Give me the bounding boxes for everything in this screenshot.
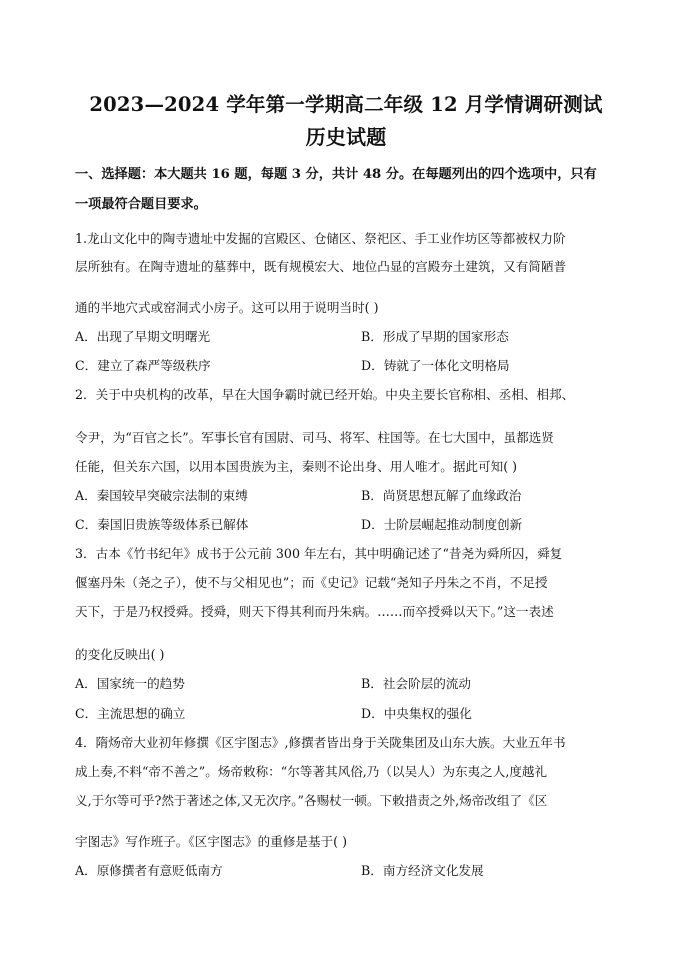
section-instructions-line-1: 一、选择题：本大题共 16 题，每题 3 分，共计 48 分。在每题列出的四个选项中，只有 — [75, 167, 597, 182]
question-3-line-1: 3．古本《竹书纪年》成书于公元前 300 年左右，其中明确记述了“昔尧为舜所囚，舜复 — [75, 546, 563, 561]
question-2-option-c[interactable]: C．秦国旧贵族等级体系已解体 — [75, 517, 249, 532]
question-2-option-b[interactable]: B．尚贤思想瓦解了血缘政治 — [361, 488, 522, 503]
question-3-line-4: 的变化反映出( ) — [75, 647, 165, 662]
question-1-line-3: 通的半地穴式或窑洞式小房子。这可以用于说明当时( ) — [75, 300, 379, 315]
question-3-option-b[interactable]: B．社会阶层的流动 — [361, 676, 472, 691]
question-4-line-4: 宇图志》写作班子。《区宇图志》的重修是基于( ) — [75, 834, 347, 849]
exam-subtitle: 历史试题 — [305, 125, 387, 149]
question-4-option-a[interactable]: A．原修撰者有意贬低南方 — [75, 863, 223, 878]
exam-title: 2023—2024 学年第一学期高二年级 12 月学情调研测试 — [89, 93, 603, 116]
question-2-line-2: 令尹，为“百官之长”。军事长官有国尉、司马、将军、柱国等。在七大国中，虽都选贤 — [75, 430, 554, 445]
question-3-line-3: 天下，于是乃权授舜。授舜，则天下得其利而丹朱病。……而卒授舜以天下。”这一表述 — [75, 604, 554, 619]
question-3-option-c[interactable]: C．主流思想的确立 — [75, 706, 186, 721]
question-3-option-d[interactable]: D．中央集权的强化 — [361, 706, 472, 721]
question-2-line-3: 任能，但关东六国，以用本国贵族为主，秦则不论出身、用人唯才。据此可知( ) — [75, 459, 518, 474]
question-3-option-a[interactable]: A．国家统一的趋势 — [75, 676, 185, 691]
question-1-line-1: 1.龙山文化中的陶寺遗址中发掘的宫殿区、仓储区、祭祀区、手工业作坊区等都被权力阶 — [75, 231, 566, 246]
section-instructions-line-2: 一项最符合题目要求。 — [75, 197, 207, 212]
question-1-option-a[interactable]: A．出现了早期文明曙光 — [75, 329, 211, 344]
question-4-line-3: 义,于尔等可乎?然于著述之体,又无次序。”各赐杖一顿。下敕措责之外,炀帝改组了《区 — [75, 793, 548, 808]
question-3-line-2: 偃塞丹朱（尧之子），使不与父相见也”；而《史记》记载“尧知子丹朱之不肖，不足授 — [75, 575, 548, 590]
question-2-option-d[interactable]: D．士阶层崛起推动制度创新 — [361, 517, 523, 532]
question-1-line-2: 层所独有。在陶寺遗址的墓葬中，既有规模宏大、地位凸显的宫殿夯土建筑，又有简陋普 — [75, 259, 567, 274]
question-4-line-1: 4．隋炀帝大业初年修撰《区宇图志》,修撰者皆出身于关陇集团及山东大族。大业五年书 — [75, 735, 566, 750]
question-2-line-1: 2．关于中央机构的改革，早在大国争霸时就已经开始。中央主要长官称相、丞相、相邦、 — [75, 387, 575, 402]
question-2-option-a[interactable]: A．秦国较早突破宗法制的束缚 — [75, 488, 248, 503]
question-4-line-2: 成上奏,不料“帝不善之”。炀帝敕称：“尔等著其风俗,乃（以吴人）为东夷之人,度越礼 — [75, 764, 548, 779]
question-4-option-b[interactable]: B．南方经济文化发展 — [361, 863, 484, 878]
question-1-option-b[interactable]: B．形成了早期的国家形态 — [361, 329, 509, 344]
question-1-option-c[interactable]: C．建立了森严等级秩序 — [75, 358, 211, 373]
question-1-option-d[interactable]: D．铸就了一体化文明格局 — [361, 358, 510, 373]
